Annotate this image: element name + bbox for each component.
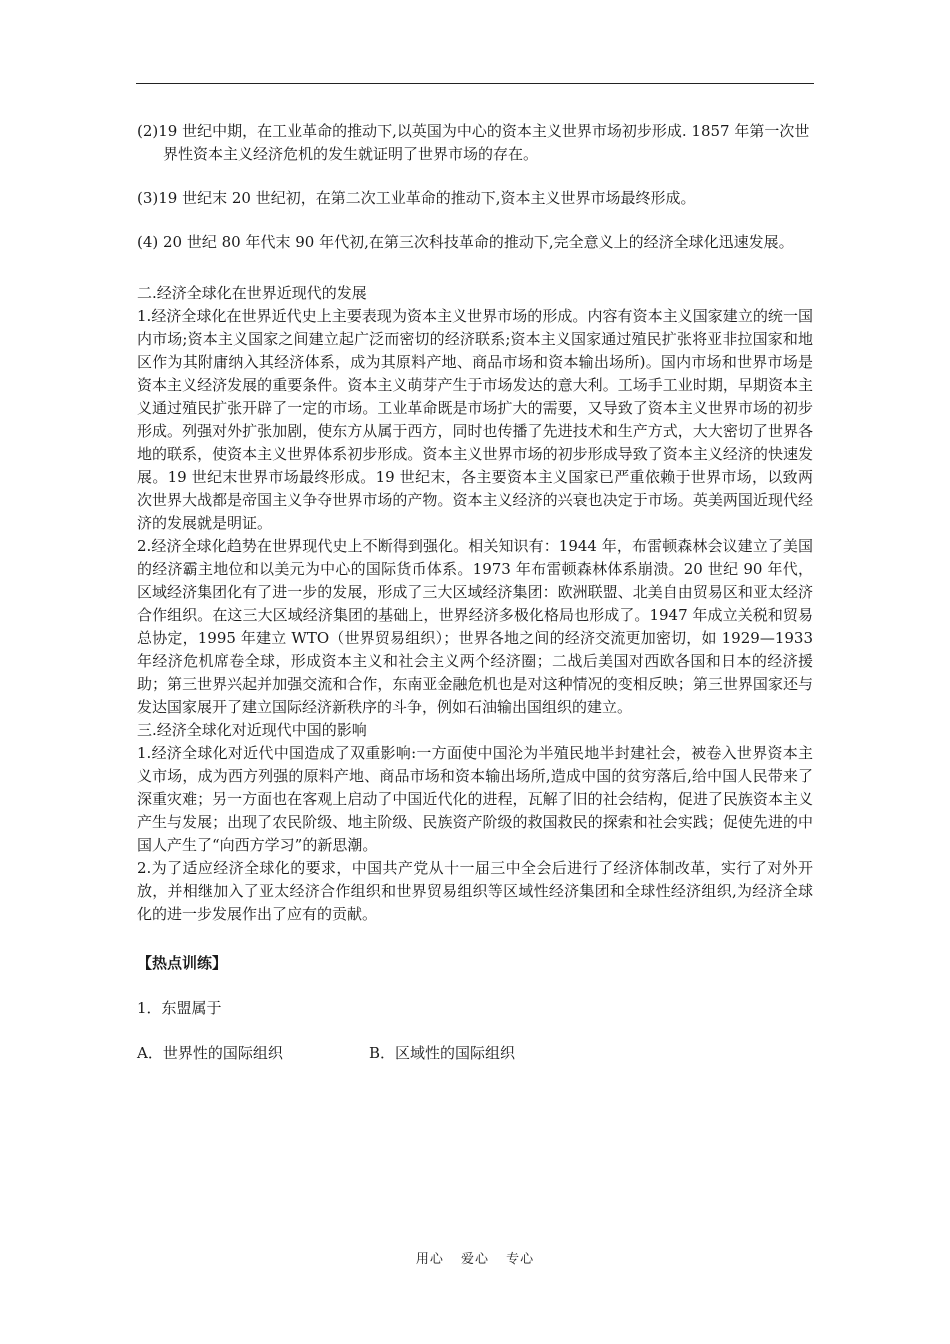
section-3 [137, 719, 813, 926]
section-heading: 二.经济全球化在世界近现代的发展 [137, 284, 367, 302]
header-rule [136, 83, 814, 84]
paragraph: 2.为了适应经济全球化的要求，中国共产党从十一届三中全会后进行了经济体制改革，实行了对外开放，并相继加入了亚太经济合作组织和世界贸易组织等区域性经济集团和全球性经济组织,为经济全球化的进一步发展作出了应有的贡献。 [137, 859, 813, 923]
list-item: (4) 20 世纪 80 年代末 90 年代初,在第三次科技革命的推动下,完全意义上的经济全球化迅速发展。 [137, 233, 794, 251]
page-footer [0, 1248, 950, 1267]
list-item: (3)19 世纪末 20 世纪初，在第二次工业革命的推动下,资本主义世界市场最终形成。 [137, 189, 696, 207]
footer-word: 专心 [506, 1252, 535, 1267]
paragraph: 1.经济全球化在世界近代史上主要表现为资本主义世界市场的形成。内容有资本主义国家建立的统一国内市场;资本主义国家之间建立起广泛而密切的经济联系;资本主义国家通过殖民扩张将亚非拉国家和地区作为其附庸纳入其经济体系，成为其原料产地、商品市场和资本输出场所)。国内市场和世界市场是资本主义经济发展的重要条件。资本主义萌芽产生于市场发达的意大利。工场手工业时期，早期资本主义通过殖民扩张开辟了一定的市场。工业革命既是市场扩大的需要，又导致了资本主义世界市场的初步形成。列强对外扩张加剧，使东方从属于西方，同时也传播了先进技术和生产方式，大大密切了世界各地的联系，使资本主义世界体系初步形成。资本主义世界市场的初步形成导致了资本主义经济的快速发展。19 世纪末世界市场最终形成。19 世纪末，各主要资本主义国家已严重依赖于世界市场，以致两次世界大战都是帝国主义争夺世界市场的产物。资本主义经济的兴衰也决定于市场。英美两国近现代经济的发展就是明证。 [137, 307, 813, 532]
document-body [137, 120, 813, 1065]
footer-word: 爱心 [460, 1252, 489, 1267]
footer-word: 用心 [415, 1252, 444, 1267]
paragraph: 2.经济全球化趋势在世界现代史上不断得到强化。相关知识有：1944 年，布雷顿森林会议建立了美国的经济霸主地位和以美元为中心的国际货币体系。1973 年布雷顿森林体系崩溃。20 世纪 90 年代，区域经济集团化有了进一步的发展，形成了三大区域经济集团：欧洲联盟、北美自由贸易区和亚太经济合作组织。在这三大区域经济集团的基础上，世界经济多极化格局也形成了。1947 年成立关税和贸易总协定，1995 年建立 WTO（世界贸易组织）；世界各地之间的经济交流更加密切，如 1929—1933 年经济危机席卷全球，形成资本主义和社会主义两个经济圈；二战后美国对西欧各国和日本的经济援助；第三世界兴起并加强交流和合作，东南亚金融危机也是对这种情况的变相反映；第三世界国家还与发达国家展开了建立国际经济新秩序的斗争，例如石油输出国组织的建立。 [137, 537, 813, 716]
answer-options [137, 1042, 813, 1065]
option-a: A．世界性的国际组织 [137, 1044, 283, 1062]
section-2 [137, 282, 813, 719]
list-item: (2)19 世纪中期，在工业革命的推动下,以英国为中心的资本主义世界市场初步形成. 1857 年第一次世界性资本主义经济危机的发生就证明了世界市场的存在。 [137, 122, 810, 163]
option-b: B．区域性的国际组织 [369, 1044, 516, 1062]
section-heading: 三.经济全球化对近现代中国的影响 [137, 721, 367, 739]
question-text: 1．东盟属于 [137, 999, 222, 1017]
training-title: 【热点训练】 [137, 954, 228, 972]
paragraph: 1.经济全球化对近代中国造成了双重影响:一方面使中国沦为半殖民地半封建社会，被卷入世界资本主义市场，成为西方列强的原料产地、商品市场和资本输出场所,造成中国的贫穷落后,给中国人民带来了深重灾难；另一方面也在客观上启动了中国近代化的进程，瓦解了旧的社会结构，促进了民族资本主义产生与发展；出现了农民阶级、地主阶级、民族资产阶级的救国救民的探索和社会实践；促使先进的中国人产生了“向西方学习”的新思潮。 [137, 744, 813, 854]
